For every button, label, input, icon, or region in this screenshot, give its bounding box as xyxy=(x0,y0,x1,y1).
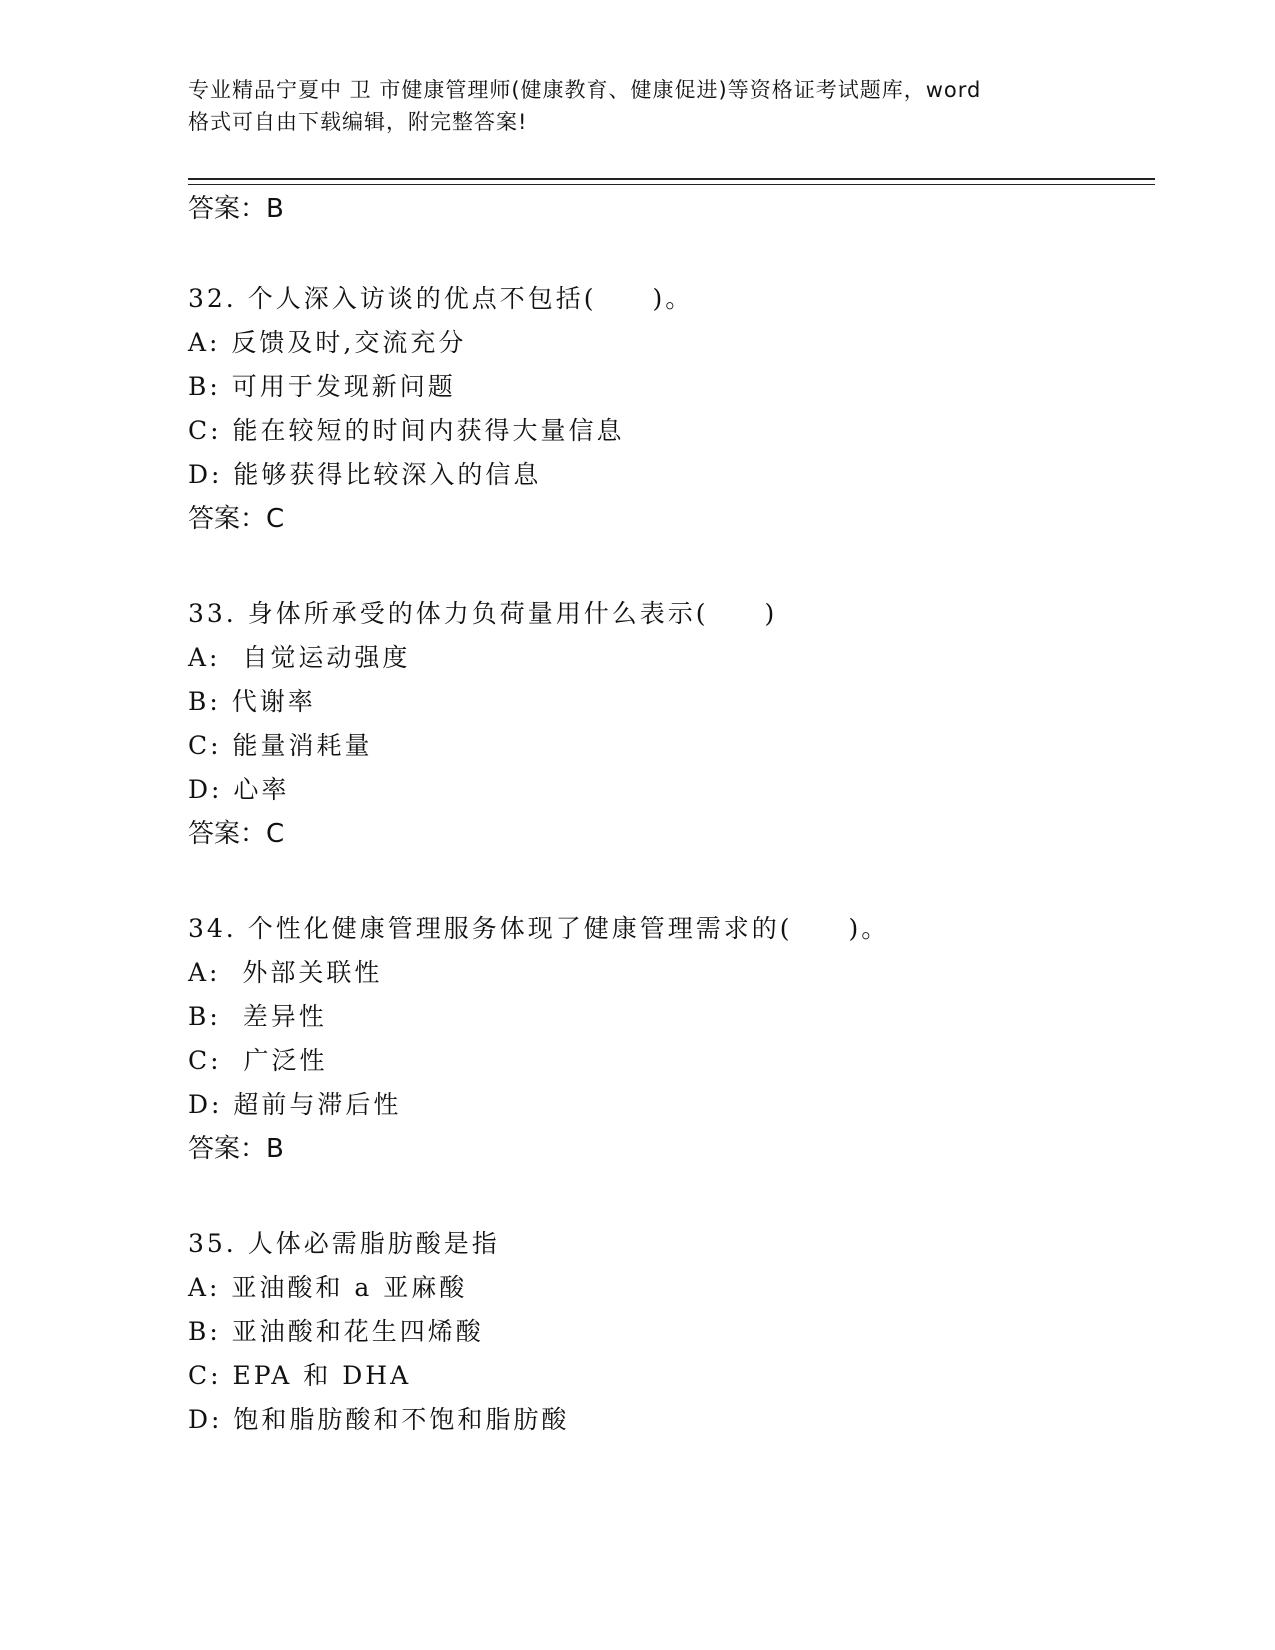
question-32-stem: 32. 个人深入访谈的优点不包括( )。 xyxy=(188,284,694,313)
answer-32: 答案：C xyxy=(188,504,285,534)
answer-33: 答案：C xyxy=(188,819,285,849)
header-line-1: 专业精品宁夏中 卫 市健康管理师(健康教育、健康促进)等资格证考试题库，word xyxy=(188,78,982,102)
header-rule-thin xyxy=(188,184,1155,185)
question-33-option-d: D: 心率 xyxy=(188,775,290,804)
header-rule-thick xyxy=(188,178,1155,180)
header-line-2: 格式可自由下载编辑，附完整答案! xyxy=(188,110,528,134)
question-34-option-d: D: 超前与滞后性 xyxy=(188,1090,402,1119)
question-32-option-b: B: 可用于发现新问题 xyxy=(188,372,456,401)
question-35-option-d: D: 饱和脂肪酸和不饱和脂肪酸 xyxy=(188,1405,570,1434)
question-34-stem: 34. 个性化健康管理服务体现了健康管理需求的( )。 xyxy=(188,914,890,943)
question-34-option-c: C: 广泛性 xyxy=(188,1046,328,1075)
answer-34: 答案：B xyxy=(188,1134,284,1164)
question-35-option-a: A: 亚油酸和 a 亚麻酸 xyxy=(188,1273,468,1302)
question-32-option-c: C: 能在较短的时间内获得大量信息 xyxy=(188,416,625,445)
question-33-option-b: B: 代谢率 xyxy=(188,687,316,716)
page-header xyxy=(188,74,1088,138)
question-32-option-d: D: 能够获得比较深入的信息 xyxy=(188,460,542,489)
question-35-option-b: B: 亚油酸和花生四烯酸 xyxy=(188,1317,484,1346)
question-33-option-a: A: 自觉运动强度 xyxy=(188,643,411,672)
question-35-stem: 35. 人体必需脂肪酸是指 xyxy=(188,1229,500,1258)
question-34-option-a: A: 外部关联性 xyxy=(188,958,383,987)
answer-31: 答案：B xyxy=(188,194,284,224)
question-35-option-c: C: EPA 和 DHA xyxy=(188,1361,412,1390)
question-33-stem: 33. 身体所承受的体力负荷量用什么表示( ) xyxy=(188,599,778,628)
question-33-option-c: C: 能量消耗量 xyxy=(188,731,373,760)
question-34-option-b: B: 差异性 xyxy=(188,1002,327,1031)
question-32-option-a: A: 反馈及时,交流充分 xyxy=(188,328,467,357)
